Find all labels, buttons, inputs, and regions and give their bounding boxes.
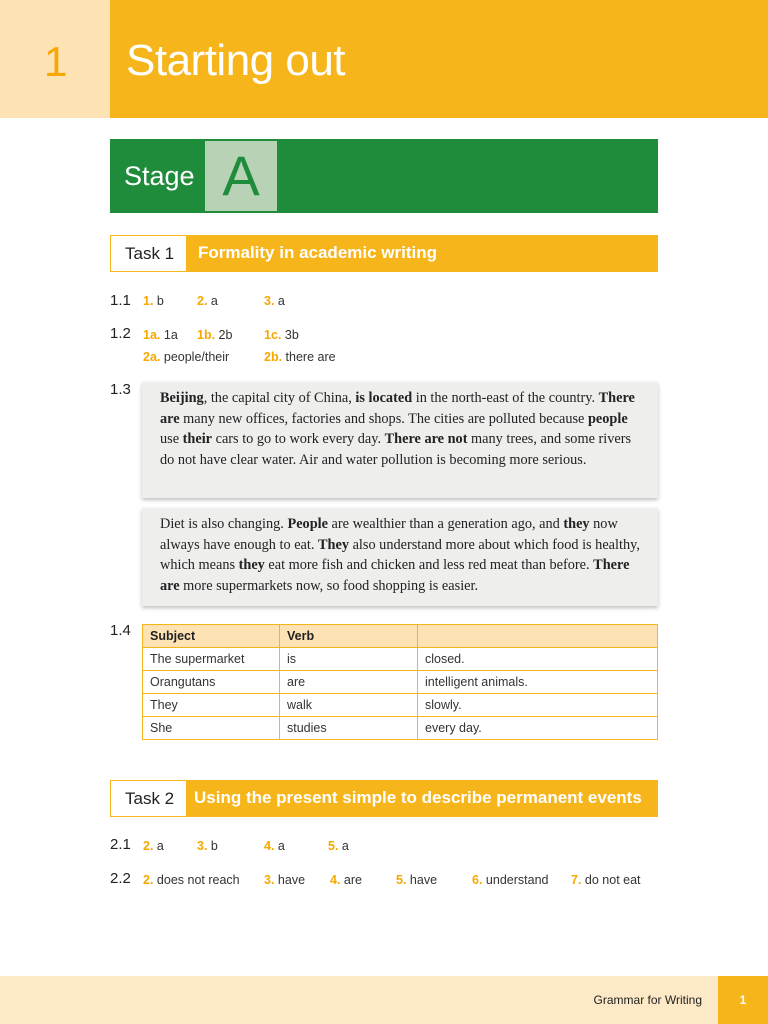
text-run: more supermarkets now, so food shopping is easier. bbox=[179, 577, 479, 594]
table-cell: every day. bbox=[418, 717, 658, 740]
text-run: are wealthier than a generation ago, and bbox=[327, 516, 564, 532]
text-passage-2 bbox=[142, 508, 658, 606]
question-2-1-number: 2.1 bbox=[110, 836, 131, 853]
unit-number: 1 bbox=[44, 38, 68, 85]
answer-2-2-4: 4. are bbox=[330, 873, 362, 887]
answer-1-1-2: 2. a bbox=[197, 294, 218, 308]
table-header-cell: Verb bbox=[280, 625, 418, 648]
bold-phrase: There are bbox=[160, 557, 630, 594]
stage-banner bbox=[110, 139, 658, 213]
bold-phrase: they bbox=[563, 516, 590, 532]
text-run: many new offices, factories and shops. The cities are polluted because bbox=[179, 410, 588, 427]
stage-label: Stage bbox=[124, 161, 195, 191]
answer-1-1-3: 3. a bbox=[264, 294, 285, 308]
table-cell: They bbox=[143, 694, 280, 717]
page-number: 1 bbox=[718, 976, 768, 1024]
bold-phrase: is located bbox=[355, 390, 413, 406]
table-header-cell: Subject bbox=[143, 625, 280, 648]
subject-verb-table bbox=[142, 624, 658, 740]
table-row bbox=[143, 694, 658, 717]
table-header-cell bbox=[418, 625, 658, 648]
table-row bbox=[143, 648, 658, 671]
stage-letter: A bbox=[222, 144, 260, 207]
table-row bbox=[143, 671, 658, 694]
question-1-4-number: 1.4 bbox=[110, 622, 131, 639]
text-passage-1 bbox=[142, 382, 658, 498]
bold-phrase: people bbox=[587, 410, 628, 427]
task2-title: Using the present simple to describe permanent events bbox=[194, 788, 642, 807]
bold-phrase: Beijing bbox=[160, 390, 204, 406]
task1-label: Task 1 bbox=[110, 235, 187, 272]
bold-phrase: People bbox=[287, 516, 328, 532]
text-run: eat more fish and chicken and less red meat than before. bbox=[264, 557, 594, 573]
bold-phrase: their bbox=[182, 431, 213, 447]
table-cell: The supermarket bbox=[143, 648, 280, 671]
text-run: , the capital city of China, bbox=[203, 390, 356, 406]
answer-1-2-2b: 2b. there are bbox=[264, 350, 336, 364]
answer-2-1-4: 4. a bbox=[264, 839, 285, 853]
text-run: now always have enough to eat. bbox=[160, 516, 618, 553]
answer-1-2-1b: 1b. 2b bbox=[197, 328, 233, 342]
table-cell: slowly. bbox=[418, 694, 658, 717]
table-cell: walk bbox=[280, 694, 418, 717]
question-2-2-number: 2.2 bbox=[110, 870, 131, 887]
task1-title: Formality in academic writing bbox=[198, 243, 438, 262]
bold-phrase: they bbox=[238, 557, 265, 573]
text-run: Diet is also changing. bbox=[160, 516, 288, 532]
text-run: also understand more about which food is healthy, which means bbox=[160, 536, 640, 573]
answer-1-2-1c: 1c. 3b bbox=[264, 328, 299, 342]
unit-title-bar bbox=[110, 0, 768, 118]
answer-1-2-1a: 1a. 1a bbox=[143, 328, 178, 342]
table-cell: intelligent animals. bbox=[418, 671, 658, 694]
text-run: in the north-east of the country. bbox=[412, 390, 599, 406]
answer-2-2-3: 3. have bbox=[264, 873, 306, 887]
answer-2-1-2: 2. a bbox=[143, 839, 164, 853]
answer-2-1-3: 3. b bbox=[197, 839, 218, 853]
answer-2-2-7: 7. do not eat bbox=[571, 873, 641, 887]
question-1-1-number: 1.1 bbox=[110, 292, 131, 309]
bold-phrase: They bbox=[318, 536, 349, 553]
unit-number-box bbox=[0, 0, 110, 118]
text-run: use bbox=[160, 431, 183, 447]
text-run: many trees, and some rivers do not have clear water. Air and water pollution is becoming more serious. bbox=[160, 431, 632, 468]
table-cell: She bbox=[143, 717, 280, 740]
table-cell: closed. bbox=[418, 648, 658, 671]
question-1-2-number: 1.2 bbox=[110, 325, 131, 342]
unit-title: Starting out bbox=[126, 36, 346, 85]
question-1-3-number: 1.3 bbox=[110, 381, 131, 398]
bold-phrase: There are bbox=[160, 390, 635, 427]
table-cell: Orangutans bbox=[143, 671, 280, 694]
text-run: cars to go to work every day. bbox=[212, 431, 385, 447]
stage-letter-box bbox=[205, 141, 277, 211]
answer-1-2-2a: 2a. people/their bbox=[143, 350, 230, 364]
task1-bar bbox=[110, 235, 658, 272]
answer-2-1-5: 5. a bbox=[328, 839, 349, 853]
book-title: Grammar for Writing bbox=[593, 993, 702, 1007]
answer-1-1-1: 1. b bbox=[143, 294, 164, 308]
answer-2-2-2: 2. does not reach bbox=[143, 873, 240, 887]
table-cell: are bbox=[280, 671, 418, 694]
task2-bar bbox=[110, 780, 658, 817]
table-row bbox=[143, 717, 658, 740]
task2-label: Task 2 bbox=[110, 780, 187, 817]
table-cell: is bbox=[280, 648, 418, 671]
answer-2-2-5: 5. have bbox=[396, 873, 438, 887]
bold-phrase: There are not bbox=[384, 431, 468, 447]
answer-2-2-6: 6. understand bbox=[472, 873, 549, 887]
table-cell: studies bbox=[280, 717, 418, 740]
table-header-row bbox=[143, 625, 658, 648]
page-footer bbox=[0, 976, 768, 1024]
